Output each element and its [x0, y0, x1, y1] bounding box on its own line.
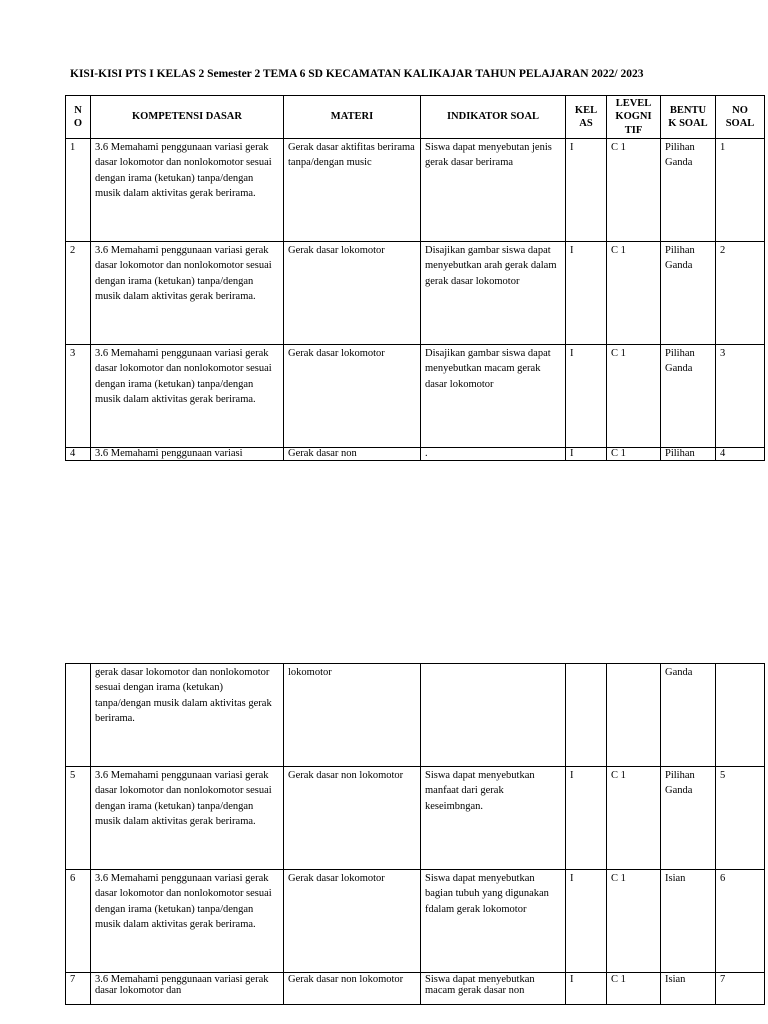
table-header-row — [66, 96, 765, 139]
cell-bentuk: Pilihan Ganda — [661, 139, 716, 242]
header-kelas: KEL AS — [566, 96, 607, 139]
cell-no-soal: 3 — [716, 345, 765, 448]
cell-kelas: I — [566, 973, 607, 1005]
cell-indikator: Disajikan gambar siswa dapat menyebutkan arah gerak dalam gerak dasar lokomotor — [421, 242, 566, 345]
cell-materi: Gerak dasar lokomotor — [284, 345, 421, 448]
cell-indikator: . — [421, 448, 566, 461]
header-indikator-soal: INDIKATOR SOAL — [421, 96, 566, 139]
cell-level: C 1 — [607, 139, 661, 242]
cell-kompetensi-dasar: 3.6 Memahami penggunaan variasi gerak dasar lokomotor dan — [91, 973, 284, 1005]
cell-bentuk: Pilihan — [661, 448, 716, 461]
cell-level: C 1 — [607, 870, 661, 973]
table-row — [66, 767, 765, 870]
table-row — [66, 664, 765, 767]
cell-kompetensi-dasar: 3.6 Memahami penggunaan variasi — [91, 448, 284, 461]
cell-no-soal — [716, 664, 765, 767]
cell-kelas: I — [566, 242, 607, 345]
cell-kelas — [566, 664, 607, 767]
cell-no: 1 — [66, 139, 91, 242]
cell-bentuk: Ganda — [661, 664, 716, 767]
cell-indikator: Siswa dapat menyebutan jenis gerak dasar berirama — [421, 139, 566, 242]
cell-kompetensi-dasar: 3.6 Memahami penggunaan variasi gerak dasar lokomotor dan nonlokomotor sesuai dengan irama (ketukan) tanpa/dengan musik dalam aktivitas gerak berirama. — [91, 767, 284, 870]
cell-no-soal: 1 — [716, 139, 765, 242]
cell-kompetensi-dasar: gerak dasar lokomotor dan nonlokomotor sesuai dengan irama (ketukan) tanpa/dengan musik dalam aktivitas gerak berirama. — [91, 664, 284, 767]
table-row — [66, 448, 765, 461]
cell-materi: Gerak dasar lokomotor — [284, 242, 421, 345]
cell-no: 6 — [66, 870, 91, 973]
header-level-kognitif: LEVEL KOGNI TIF — [607, 96, 661, 139]
cell-level: C 1 — [607, 345, 661, 448]
cell-indikator — [421, 664, 566, 767]
cell-no-soal: 4 — [716, 448, 765, 461]
cell-no-soal: 2 — [716, 242, 765, 345]
cell-kelas: I — [566, 448, 607, 461]
header-bentuk-soal: BENTU K SOAL — [661, 96, 716, 139]
table-row — [66, 139, 765, 242]
cell-no-soal: 5 — [716, 767, 765, 870]
cell-bentuk: Isian — [661, 870, 716, 973]
cell-level: C 1 — [607, 973, 661, 1005]
cell-indikator: Disajikan gambar siswa dapat menyebutkan macam gerak dasar lokomotor — [421, 345, 566, 448]
table-row — [66, 870, 765, 973]
cell-no — [66, 664, 91, 767]
document-title: KISI-KISI PTS I KELAS 2 Semester 2 TEMA 6 SD KECAMATAN KALIKAJAR TAHUN PELAJARAN 2022/ 2023 — [70, 68, 644, 80]
cell-no: 5 — [66, 767, 91, 870]
cell-indikator: Siswa dapat menyebutkan manfaat dari gerak keseimbngan. — [421, 767, 566, 870]
cell-no-soal: 7 — [716, 973, 765, 1005]
cell-no: 3 — [66, 345, 91, 448]
cell-kompetensi-dasar: 3.6 Memahami penggunaan variasi gerak dasar lokomotor dan nonlokomotor sesuai dengan irama (ketukan) tanpa/dengan musik dalam aktivitas gerak berirama. — [91, 870, 284, 973]
cell-level — [607, 664, 661, 767]
cell-indikator: Siswa dapat menyebutkan bagian tubuh yang digunakan fdalam gerak lokomotor — [421, 870, 566, 973]
cell-no: 7 — [66, 973, 91, 1005]
header-materi: MATERI — [284, 96, 421, 139]
cell-materi: Gerak dasar non lokomotor — [284, 973, 421, 1005]
cell-kompetensi-dasar: 3.6 Memahami penggunaan variasi gerak dasar lokomotor dan nonlokomotor sesuai dengan irama (ketukan) tanpa/dengan musik dalam aktivitas gerak berirama. — [91, 242, 284, 345]
cell-indikator: Siswa dapat menyebutkan macam gerak dasar non — [421, 973, 566, 1005]
cell-bentuk: Pilihan Ganda — [661, 767, 716, 870]
cell-kelas: I — [566, 139, 607, 242]
cell-no: 4 — [66, 448, 91, 461]
cell-no: 2 — [66, 242, 91, 345]
cell-bentuk: Isian — [661, 973, 716, 1005]
cell-no-soal: 6 — [716, 870, 765, 973]
cell-materi: Gerak dasar lokomotor — [284, 870, 421, 973]
cell-materi: Gerak dasar non — [284, 448, 421, 461]
cell-kompetensi-dasar: 3.6 Memahami penggunaan variasi gerak dasar lokomotor dan nonlokomotor sesuai dengan irama (ketukan) tanpa/dengan musik dalam aktivitas gerak berirama. — [91, 345, 284, 448]
cell-kelas: I — [566, 345, 607, 448]
kisi-kisi-table-page-2 — [65, 663, 765, 1005]
cell-bentuk: Pilihan Ganda — [661, 242, 716, 345]
cell-level: C 1 — [607, 448, 661, 461]
table-row — [66, 242, 765, 345]
table-row — [66, 973, 765, 1005]
cell-kompetensi-dasar: 3.6 Memahami penggunaan variasi gerak dasar lokomotor dan nonlokomotor sesuai dengan irama (ketukan) tanpa/dengan musik dalam aktivitas gerak berirama. — [91, 139, 284, 242]
cell-kelas: I — [566, 870, 607, 973]
cell-materi: Gerak dasar non lokomotor — [284, 767, 421, 870]
header-no-soal: NO SOAL — [716, 96, 765, 139]
kisi-kisi-table-page-1 — [65, 95, 765, 461]
table-row — [66, 345, 765, 448]
header-no: N O — [66, 96, 91, 139]
header-kompetensi-dasar: KOMPETENSI DASAR — [91, 96, 284, 139]
cell-materi: lokomotor — [284, 664, 421, 767]
cell-level: C 1 — [607, 242, 661, 345]
cell-bentuk: Pilihan Ganda — [661, 345, 716, 448]
cell-level: C 1 — [607, 767, 661, 870]
cell-materi: Gerak dasar aktifitas berirama tanpa/dengan music — [284, 139, 421, 242]
cell-kelas: I — [566, 767, 607, 870]
